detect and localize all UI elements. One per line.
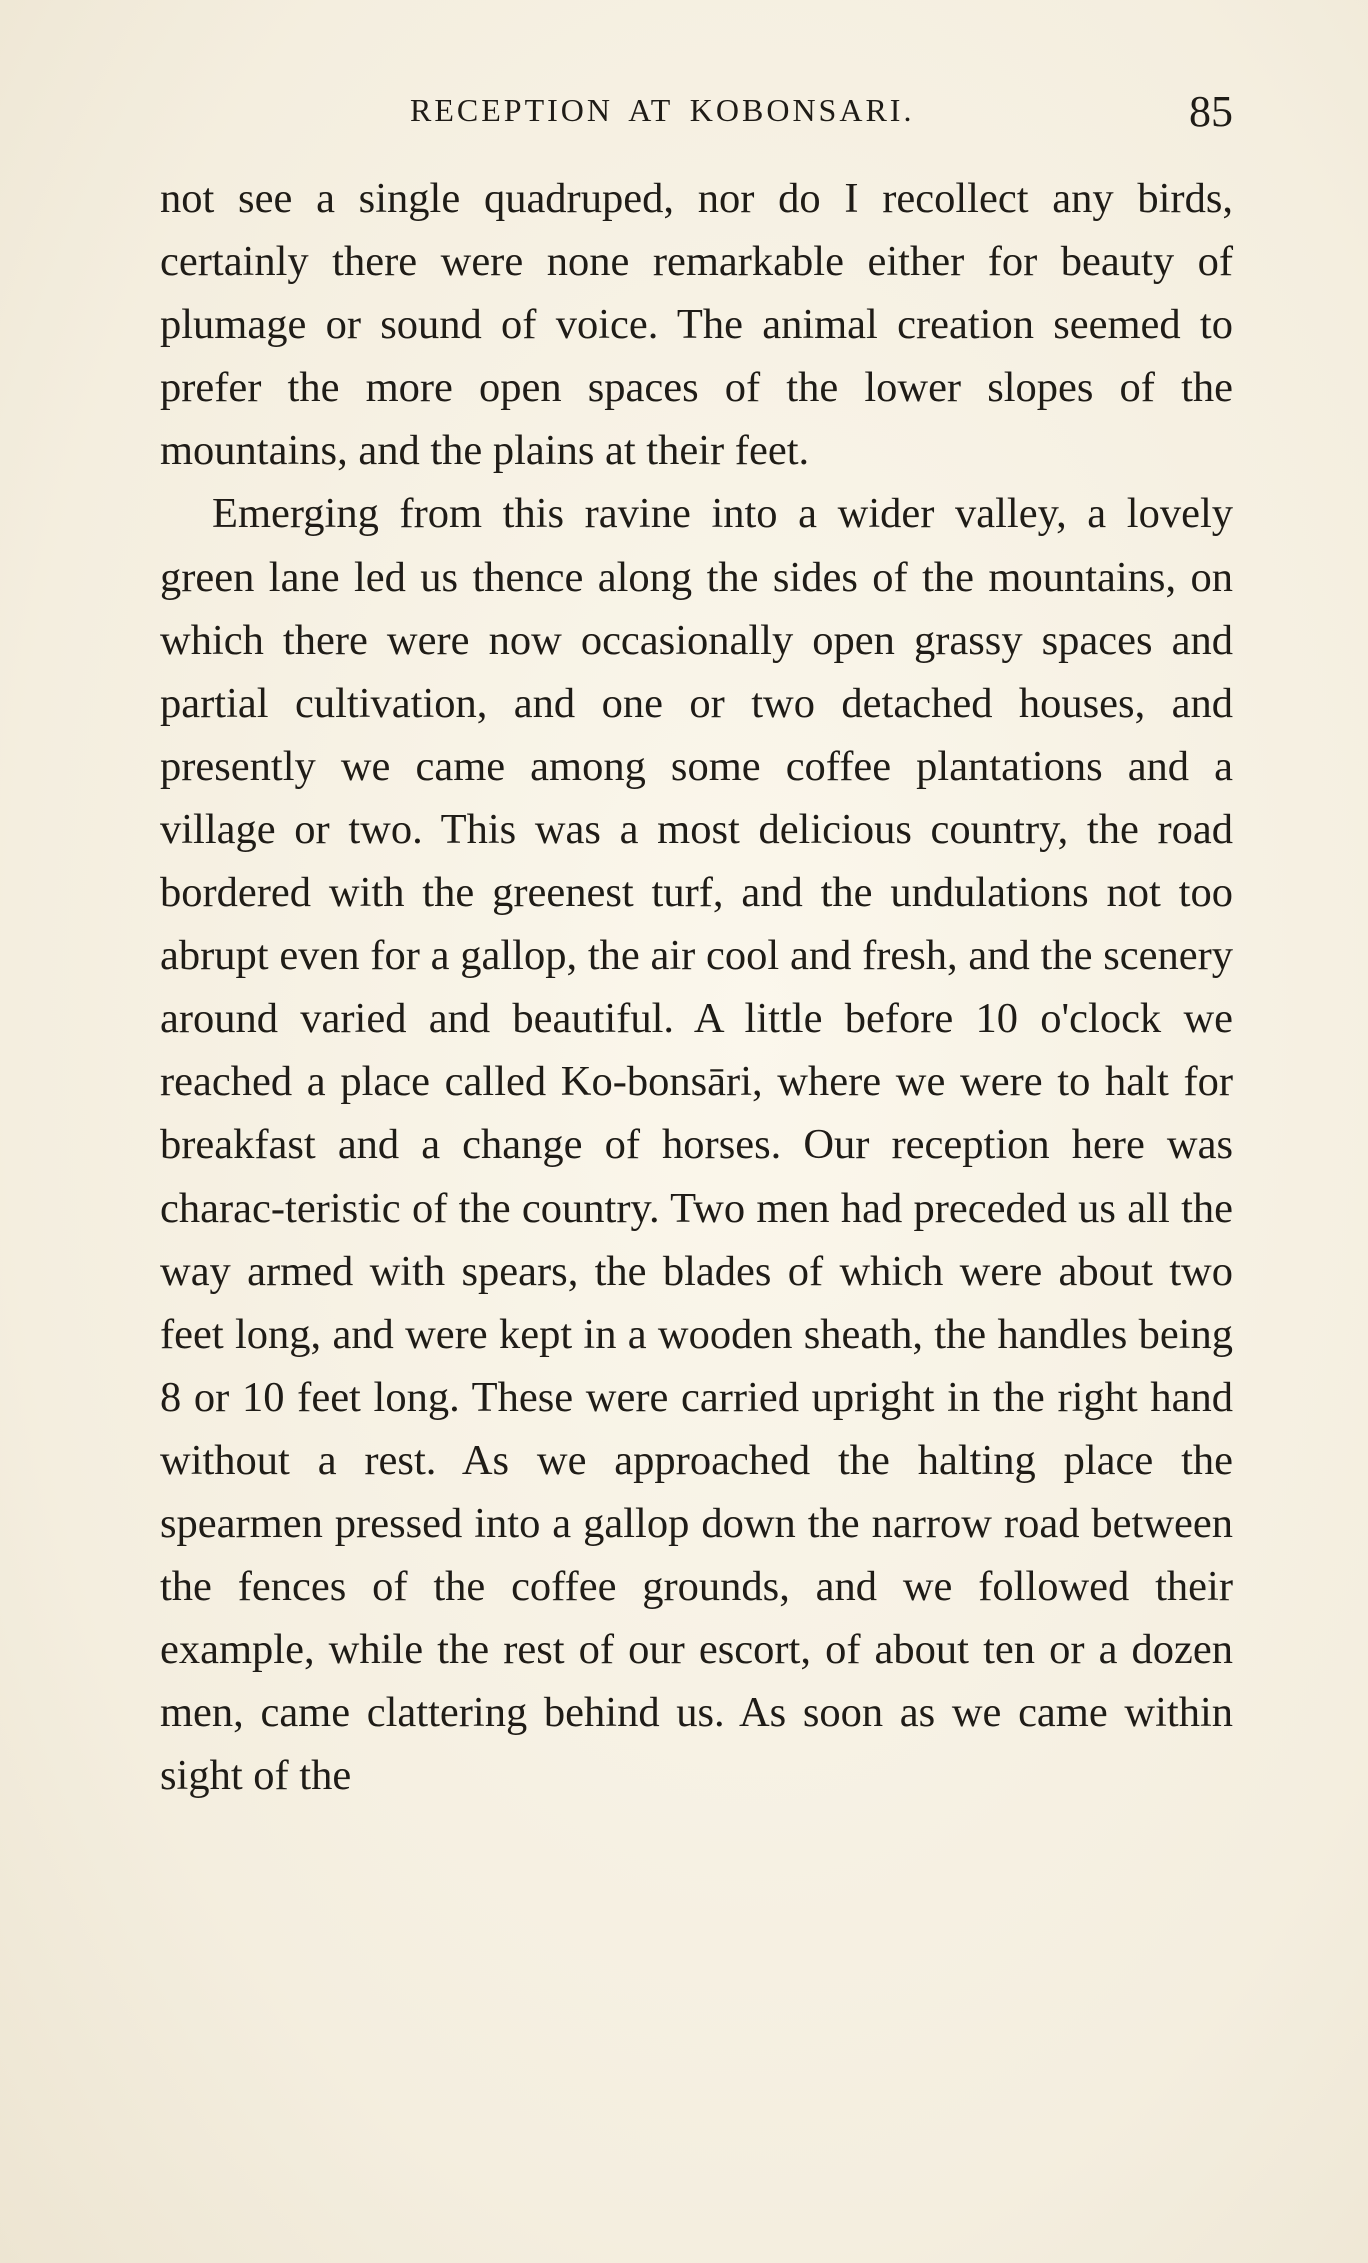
page-number: 85: [1189, 87, 1233, 136]
running-title: RECEPTION AT KOBONSARI.: [410, 92, 915, 128]
paragraph-emerging: Emerging from this ravine into a wider valley, a lovely green lane led us thence along the sides of the mountains, on which there were now occasionally open grassy spaces and partial cultivation, and one or two detached houses, and presently we came among some coffee plantations and a village or two. This was a most delicious country, the road bordered with the greenest turf, and the undulations not too abrupt even for a gallop, the air cool and fresh, and the scenery around varied and beautiful. A little before 10 o'clock we reached a place called Ko-bonsāri, where we were to halt for breakfast and a change of horses. Our reception here was charac-teristic of the country. Two men had preceded us all the way armed with spears, the blades of which were about two feet long, and were kept in a wooden sheath, the handles being 8 or 10 feet long. These were carried upright in the right hand without a rest. As we approached the halting place the spearmen pressed into a gallop down the narrow road between the fences of the coffee grounds, and we followed their example, while the rest of our escort, of about ten or a dozen men, came clattering behind us. As soon as we came within sight of the: [160, 490, 1233, 1800]
paragraph-continuation: not see a single quadruped, nor do I recollect any birds, certainly there were none remarkable either for beauty of plumage or sound of voice. The animal creation seemed to prefer the more open spaces of the lower slopes of the mountains, and the plains at their feet.: [160, 175, 1233, 475]
body-text: [160, 167, 1233, 1807]
running-header: [160, 86, 1233, 146]
